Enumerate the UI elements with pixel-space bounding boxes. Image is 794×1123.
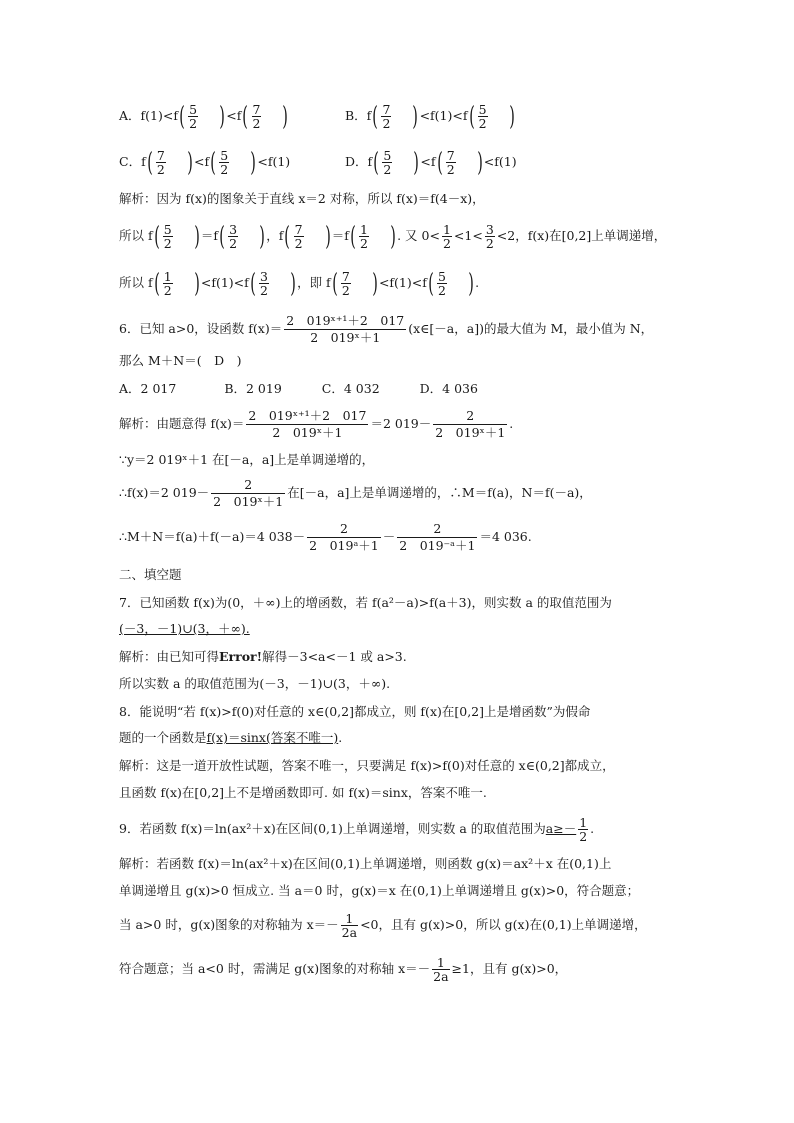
fraction bbox=[294, 223, 304, 250]
left-paren: ( bbox=[153, 268, 160, 299]
q9-answer bbox=[545, 815, 590, 844]
right-paren: ) bbox=[259, 221, 265, 252]
q6-stem-2: 那么 M＋N＝( D ) bbox=[119, 353, 242, 368]
right-paren: ) bbox=[290, 268, 296, 299]
q9-solution-line-3 bbox=[119, 912, 647, 939]
fraction bbox=[433, 408, 507, 441]
denominator: 2 bbox=[446, 162, 455, 177]
right-paren: ) bbox=[476, 147, 483, 178]
denominator: 2 019ˣ＋1 bbox=[284, 329, 406, 346]
denominator: 2 bbox=[442, 236, 451, 251]
right-paren: ) bbox=[194, 268, 200, 299]
numerator: 1 bbox=[345, 911, 354, 926]
numerator: 7 bbox=[294, 222, 303, 237]
q8-solution-line-2: 且函数 f(x)在[0,2]上不是增函数即可. 如 f(x)＝sinx，答案不唯一. bbox=[119, 785, 487, 800]
q8-stem-2 bbox=[119, 729, 342, 747]
q5-option-c bbox=[119, 149, 290, 176]
right-paren: ) bbox=[468, 268, 474, 299]
text: 符合题意；当 a<0 时，需满足 g(x)图象的对称轴 x＝－ bbox=[119, 961, 431, 976]
q5-solution-line-1: 解析：因为 f(x)的图象关于直线 x＝2 对称，所以 f(x)＝f(4－x)， bbox=[119, 191, 485, 206]
right-paren: ) bbox=[324, 221, 331, 252]
denominator: 2 bbox=[478, 116, 487, 131]
fraction bbox=[156, 149, 166, 176]
denominator: 2 bbox=[163, 236, 172, 251]
text: . bbox=[590, 821, 595, 836]
text: 6．已知 a>0，设函数 f(x)＝ bbox=[119, 321, 283, 336]
text: 9．若函数 f(x)＝ln(ax²＋x)在区间(0,1)上单调递增，则实数 a 的取值范围为 bbox=[119, 821, 546, 836]
fraction bbox=[485, 223, 495, 250]
numerator: 2 bbox=[339, 521, 348, 536]
q5-option-a bbox=[119, 103, 290, 130]
fraction bbox=[163, 270, 173, 297]
fraction bbox=[259, 270, 269, 297]
option-c-mid: <f bbox=[193, 154, 210, 169]
denominator: 2 bbox=[382, 116, 391, 131]
fraction bbox=[359, 223, 369, 250]
left-paren: ( bbox=[242, 101, 249, 132]
text: . 又 0< bbox=[397, 228, 440, 243]
q5-option-d bbox=[345, 149, 517, 176]
right-paren: ) bbox=[390, 221, 396, 252]
denominator: 2 bbox=[341, 283, 350, 298]
text: ，即 f bbox=[297, 275, 331, 290]
option-b-mid: <f(1)<f bbox=[419, 108, 468, 123]
option-a-label: A．f(1)<f bbox=[119, 108, 178, 123]
numerator: 3 bbox=[485, 222, 494, 237]
q7-stem: 7．已知函数 f(x)为(0，＋∞)上的增函数，若 f(a²－a)>f(a＋3)，则实数 a 的取值范围为 bbox=[119, 595, 612, 610]
option-c-end: <f(1) bbox=[257, 154, 291, 169]
fraction bbox=[442, 223, 452, 250]
q7-solution-line-2: 所以实数 a 的取值范围为(－3，－1)∪(3，＋∞). bbox=[119, 676, 391, 691]
fraction bbox=[252, 103, 262, 130]
option-d-label: D．f bbox=[345, 154, 373, 169]
numerator: 7 bbox=[446, 148, 455, 163]
fraction bbox=[381, 103, 391, 130]
numerator: 7 bbox=[341, 269, 350, 284]
left-paren: ( bbox=[179, 101, 185, 132]
fraction bbox=[478, 103, 488, 130]
text: ＝f bbox=[331, 228, 349, 243]
numerator: 1 bbox=[436, 955, 445, 970]
option-d-end: <f(1) bbox=[483, 154, 517, 169]
numerator: 1 bbox=[163, 269, 172, 284]
text: 解析：由已知可得 bbox=[119, 649, 220, 664]
denominator: 2 bbox=[383, 162, 392, 177]
q8-stem-1: 8．能说明“若 f(x)>f(0)对任意的 x∈(0,2]都成立，则 f(x)在[0,2]上是增函数”为假命 bbox=[119, 704, 591, 719]
numerator: 5 bbox=[383, 148, 392, 163]
text: <0，且有 g(x)>0，所以 g(x)在(0,1)上单调递增， bbox=[360, 917, 647, 932]
text: ≥1，且有 g(x)>0， bbox=[451, 961, 568, 976]
denominator: 2a bbox=[433, 969, 449, 984]
numerator: 7 bbox=[156, 148, 165, 163]
fraction bbox=[307, 521, 381, 554]
numerator: 3 bbox=[229, 222, 238, 237]
numerator: 1 bbox=[442, 222, 451, 237]
denominator: 2 bbox=[252, 116, 261, 131]
text: <2，f(x)在[0,2]上单调递增， bbox=[496, 228, 667, 243]
right-paren: ) bbox=[372, 268, 378, 299]
right-paren: ) bbox=[187, 147, 193, 178]
left-paren: ( bbox=[331, 268, 338, 299]
fraction bbox=[188, 103, 198, 130]
right-paren: ) bbox=[194, 221, 200, 252]
right-paren: ) bbox=[508, 101, 515, 132]
fraction bbox=[437, 270, 447, 297]
q6-solution-line-3 bbox=[119, 477, 592, 510]
left-paren: ( bbox=[350, 221, 356, 252]
numerator: 1 bbox=[359, 222, 368, 237]
denominator: 2 bbox=[229, 236, 238, 251]
text: 在[－a，a]上是单调递增的，∴M＝f(a)，N＝f(－a)， bbox=[287, 485, 592, 500]
left-paren: ( bbox=[219, 221, 225, 252]
numerator: 7 bbox=[382, 102, 391, 117]
option-d: D．4 036 bbox=[419, 381, 478, 396]
text: 当 a>0 时，g(x)图象的对称轴为 x＝－ bbox=[119, 917, 339, 932]
numerator: 2 019ˣ⁺¹＋2 017 bbox=[248, 408, 367, 423]
numerator: 5 bbox=[438, 269, 446, 284]
fraction bbox=[284, 313, 406, 346]
right-paren: ) bbox=[413, 147, 420, 178]
fraction bbox=[228, 223, 238, 250]
denominator: 2 bbox=[259, 283, 268, 298]
numerator: 2 019ˣ⁺¹＋2 017 bbox=[286, 313, 405, 328]
denominator: 2 bbox=[485, 236, 494, 251]
text: (x∈[－a，a])的最大值为 M，最小值为 N， bbox=[408, 321, 654, 336]
text: 解析：由题意得 f(x)＝ bbox=[119, 416, 245, 431]
numerator: 5 bbox=[220, 148, 229, 163]
answer-text: a≥－ bbox=[545, 821, 577, 836]
left-paren: ( bbox=[153, 221, 160, 252]
option-c-label: C．f bbox=[119, 154, 146, 169]
fraction bbox=[211, 477, 285, 510]
text: <f(1)<f bbox=[200, 275, 249, 290]
q9-solution-line-1: 解析：若函数 f(x)＝ln(ax²＋x)在区间(0,1)上单调递增，则函数 g(x)＝ax²＋x 在(0,1)上 bbox=[119, 856, 612, 871]
denominator: 2 bbox=[163, 283, 172, 298]
q9-stem bbox=[119, 816, 594, 843]
text: ∴M＋N＝f(a)＋f(－a)＝4 038－ bbox=[119, 529, 306, 544]
denominator: 2 bbox=[359, 236, 368, 251]
right-paren: ) bbox=[412, 101, 419, 132]
text: ，f bbox=[266, 228, 284, 243]
option-b-label: B．f bbox=[345, 108, 372, 123]
q5-solution-line-3 bbox=[119, 270, 479, 297]
fraction bbox=[163, 223, 173, 250]
left-paren: ( bbox=[468, 101, 475, 132]
q5-option-b bbox=[345, 103, 516, 130]
text: － bbox=[382, 529, 396, 544]
denominator: 2a bbox=[341, 925, 358, 940]
left-paren: ( bbox=[250, 268, 256, 299]
text: <1< bbox=[453, 228, 483, 243]
text: . bbox=[509, 416, 514, 431]
fraction bbox=[578, 816, 588, 843]
left-paren: ( bbox=[436, 147, 443, 178]
q6-solution-line-2: ∵y＝2 019ˣ＋1 在[－a，a]上是单调递增的， bbox=[119, 452, 375, 467]
option-a-mid: <f bbox=[226, 108, 242, 123]
numerator: 2 bbox=[244, 477, 253, 492]
section-heading: 二、填空题 bbox=[119, 567, 182, 582]
text: . bbox=[338, 730, 343, 745]
denominator: 2 019ᵃ＋1 bbox=[309, 538, 379, 553]
numerator: 3 bbox=[259, 269, 268, 284]
option-d-mid: <f bbox=[420, 154, 436, 169]
fraction bbox=[397, 521, 477, 554]
denominator: 2 bbox=[220, 162, 229, 177]
fraction bbox=[341, 912, 358, 939]
denominator: 2 bbox=[579, 829, 588, 844]
denominator: 2 bbox=[438, 283, 446, 298]
numerator: 5 bbox=[189, 102, 198, 117]
numerator: 2 bbox=[466, 408, 475, 423]
text: ＝f bbox=[200, 228, 219, 243]
denominator: 2 019ˣ＋1 bbox=[246, 424, 368, 441]
denominator: 2 bbox=[156, 162, 165, 177]
error-text: Error! bbox=[219, 649, 263, 664]
q6-stem bbox=[119, 313, 653, 346]
fraction bbox=[219, 149, 229, 176]
left-paren: ( bbox=[373, 147, 380, 178]
right-paren: ) bbox=[282, 101, 289, 132]
text: ＝4 036. bbox=[479, 529, 532, 544]
left-paren: ( bbox=[146, 147, 153, 178]
q7-solution-line-1 bbox=[119, 648, 407, 666]
q6-solution-line-4 bbox=[119, 521, 532, 554]
denominator: 2 019ˣ＋1 bbox=[435, 425, 506, 440]
text: ＝2 019－ bbox=[370, 416, 432, 431]
q8-solution-line-1: 解析：这是一道开放性试题，答案不唯一，只要满足 f(x)>f(0)对任意的 x∈(0,2]都成立， bbox=[119, 758, 615, 773]
q7-answer: (－3，－1)∪(3，＋∞). bbox=[119, 621, 250, 636]
left-paren: ( bbox=[284, 221, 291, 252]
option-a: A．2 017 bbox=[119, 381, 177, 396]
q6-options bbox=[119, 380, 478, 398]
fraction bbox=[341, 270, 351, 297]
text: . bbox=[475, 275, 480, 290]
q9-solution-line-4 bbox=[119, 956, 567, 983]
text: ∴f(x)＝2 019－ bbox=[119, 485, 210, 500]
fraction bbox=[446, 149, 456, 176]
denominator: 2 bbox=[294, 236, 303, 251]
text: 解得－3<a<－1 或 a>3. bbox=[262, 649, 407, 664]
text: 题的一个函数是 bbox=[119, 730, 207, 745]
option-c: C．4 032 bbox=[321, 381, 380, 396]
fraction bbox=[246, 408, 368, 441]
q9-solution-line-2: 单调递增且 g(x)>0 恒成立. 当 a＝0 时，g(x)＝x 在(0,1)上单调递增且 g(x)>0，符合题意； bbox=[119, 883, 640, 898]
fraction bbox=[382, 149, 392, 176]
option-b: B．2 019 bbox=[224, 381, 282, 396]
q6-solution-line-1 bbox=[119, 408, 513, 441]
text: 所以 f bbox=[119, 228, 153, 243]
text: 所以 f bbox=[119, 275, 153, 290]
text: <f(1)<f bbox=[378, 275, 427, 290]
numerator: 2 bbox=[433, 521, 442, 536]
left-paren: ( bbox=[210, 147, 216, 178]
q8-answer: f(x)＝sinx(答案不唯一) bbox=[206, 730, 339, 745]
left-paren: ( bbox=[428, 268, 434, 299]
numerator: 7 bbox=[252, 102, 261, 117]
left-paren: ( bbox=[372, 101, 379, 132]
numerator: 5 bbox=[163, 222, 172, 237]
numerator: 1 bbox=[579, 815, 588, 830]
right-paren: ) bbox=[250, 147, 257, 178]
denominator: 2 bbox=[189, 116, 198, 131]
denominator: 2 019⁻ᵃ＋1 bbox=[399, 538, 476, 553]
fraction bbox=[432, 956, 449, 983]
denominator: 2 019ˣ＋1 bbox=[213, 494, 284, 509]
numerator: 5 bbox=[478, 102, 487, 117]
right-paren: ) bbox=[219, 101, 225, 132]
q5-solution-line-2 bbox=[119, 223, 666, 250]
